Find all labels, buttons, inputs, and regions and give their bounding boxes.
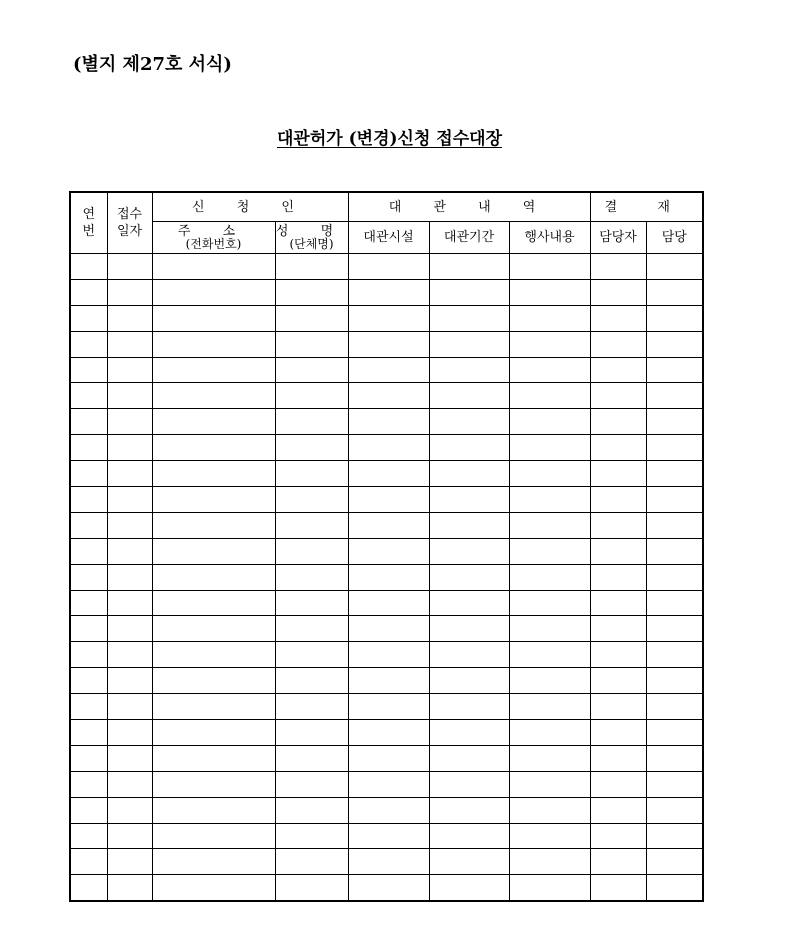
officer-sign-cell[interactable] (590, 720, 646, 746)
event-content-cell[interactable] (509, 849, 590, 875)
name-cell[interactable] (275, 305, 348, 331)
receipt-date-cell[interactable] (107, 331, 152, 357)
officer-sign-cell[interactable] (590, 331, 646, 357)
name-cell[interactable] (275, 668, 348, 694)
table-row (70, 849, 703, 875)
event-content-cell[interactable] (509, 538, 590, 564)
table-row (70, 720, 703, 746)
manager-sign-cell[interactable] (646, 331, 703, 357)
event-content-cell[interactable] (509, 357, 590, 383)
receipt-date-cell[interactable] (107, 254, 152, 280)
name-cell[interactable] (275, 875, 348, 901)
address-cell[interactable] (152, 668, 275, 694)
manager-sign-cell[interactable] (646, 538, 703, 564)
manager-sign-cell[interactable] (646, 875, 703, 901)
officer-sign-cell[interactable] (590, 461, 646, 487)
name-cell[interactable] (275, 512, 348, 538)
period-cell[interactable] (429, 461, 509, 487)
receipt-date-cell[interactable] (107, 694, 152, 720)
serial-cell[interactable] (70, 720, 107, 746)
address-cell[interactable] (152, 564, 275, 590)
event-content-cell[interactable] (509, 642, 590, 668)
period-cell[interactable] (429, 512, 509, 538)
receipt-date-cell[interactable] (107, 512, 152, 538)
period-cell[interactable] (429, 487, 509, 513)
officer-sign-cell[interactable] (590, 642, 646, 668)
period-cell[interactable] (429, 823, 509, 849)
officer-sign-cell[interactable] (590, 487, 646, 513)
address-cell[interactable] (152, 797, 275, 823)
manager-sign-cell[interactable] (646, 279, 703, 305)
table-row (70, 512, 703, 538)
receipt-date-cell[interactable] (107, 357, 152, 383)
period-cell[interactable] (429, 279, 509, 305)
table-row (70, 435, 703, 461)
facility-cell[interactable] (348, 720, 429, 746)
manager-sign-cell[interactable] (646, 435, 703, 461)
address-cell[interactable] (152, 590, 275, 616)
event-content-cell[interactable] (509, 461, 590, 487)
facility-cell[interactable] (348, 254, 429, 280)
period-cell[interactable] (429, 797, 509, 823)
address-cell[interactable] (152, 435, 275, 461)
serial-cell[interactable] (70, 823, 107, 849)
address-cell[interactable] (152, 642, 275, 668)
address-cell[interactable] (152, 616, 275, 642)
register-body (70, 254, 703, 902)
manager-sign-cell[interactable] (646, 357, 703, 383)
serial-cell[interactable] (70, 383, 107, 409)
header-rental-details: 대 관 내 역 (348, 192, 590, 222)
event-content-cell[interactable] (509, 564, 590, 590)
table-row (70, 616, 703, 642)
table-row (70, 590, 703, 616)
header-period: 대관기간 (429, 222, 509, 254)
serial-cell[interactable] (70, 409, 107, 435)
receipt-date-cell[interactable] (107, 823, 152, 849)
manager-sign-cell[interactable] (646, 254, 703, 280)
period-cell[interactable] (429, 642, 509, 668)
table-row (70, 823, 703, 849)
name-cell[interactable] (275, 383, 348, 409)
name-cell[interactable] (275, 279, 348, 305)
serial-cell[interactable] (70, 875, 107, 901)
receipt-date-cell[interactable] (107, 538, 152, 564)
address-cell[interactable] (152, 771, 275, 797)
serial-cell[interactable] (70, 590, 107, 616)
header-applicant: 신 청 인 (152, 192, 348, 222)
name-cell[interactable] (275, 616, 348, 642)
facility-cell[interactable] (348, 305, 429, 331)
table-row (70, 383, 703, 409)
address-cell[interactable] (152, 694, 275, 720)
address-cell[interactable] (152, 331, 275, 357)
officer-sign-cell[interactable] (590, 357, 646, 383)
facility-cell[interactable] (348, 331, 429, 357)
header-facility: 대관시설 (348, 222, 429, 254)
manager-sign-cell[interactable] (646, 720, 703, 746)
officer-sign-cell[interactable] (590, 590, 646, 616)
name-cell[interactable] (275, 331, 348, 357)
address-cell[interactable] (152, 823, 275, 849)
facility-cell[interactable] (348, 797, 429, 823)
officer-sign-cell[interactable] (590, 668, 646, 694)
officer-sign-cell[interactable] (590, 305, 646, 331)
period-cell[interactable] (429, 254, 509, 280)
facility-cell[interactable] (348, 357, 429, 383)
period-cell[interactable] (429, 616, 509, 642)
manager-sign-cell[interactable] (646, 694, 703, 720)
serial-cell[interactable] (70, 771, 107, 797)
name-cell[interactable] (275, 564, 348, 590)
event-content-cell[interactable] (509, 383, 590, 409)
period-cell[interactable] (429, 383, 509, 409)
receipt-date-cell[interactable] (107, 461, 152, 487)
period-cell[interactable] (429, 771, 509, 797)
event-content-cell[interactable] (509, 616, 590, 642)
facility-cell[interactable] (348, 538, 429, 564)
address-cell[interactable] (152, 409, 275, 435)
facility-cell[interactable] (348, 435, 429, 461)
officer-sign-cell[interactable] (590, 694, 646, 720)
manager-sign-cell[interactable] (646, 409, 703, 435)
officer-sign-cell[interactable] (590, 254, 646, 280)
name-cell[interactable] (275, 823, 348, 849)
event-content-cell[interactable] (509, 823, 590, 849)
officer-sign-cell[interactable] (590, 771, 646, 797)
receipt-date-cell[interactable] (107, 279, 152, 305)
period-cell[interactable] (429, 875, 509, 901)
officer-sign-cell[interactable] (590, 849, 646, 875)
address-cell[interactable] (152, 538, 275, 564)
receipt-date-cell[interactable] (107, 409, 152, 435)
name-cell[interactable] (275, 694, 348, 720)
serial-cell[interactable] (70, 279, 107, 305)
header-name: 성 명 (단체명) (275, 222, 348, 254)
receipt-date-cell[interactable] (107, 797, 152, 823)
table-row (70, 254, 703, 280)
officer-sign-cell[interactable] (590, 875, 646, 901)
officer-sign-cell[interactable] (590, 538, 646, 564)
facility-cell[interactable] (348, 279, 429, 305)
receipt-date-cell[interactable] (107, 616, 152, 642)
receipt-date-cell[interactable] (107, 642, 152, 668)
manager-sign-cell[interactable] (646, 305, 703, 331)
event-content-cell[interactable] (509, 435, 590, 461)
officer-sign-cell[interactable] (590, 279, 646, 305)
officer-sign-cell[interactable] (590, 409, 646, 435)
serial-cell[interactable] (70, 435, 107, 461)
facility-cell[interactable] (348, 461, 429, 487)
period-cell[interactable] (429, 409, 509, 435)
facility-cell[interactable] (348, 512, 429, 538)
period-cell[interactable] (429, 590, 509, 616)
receipt-date-cell[interactable] (107, 564, 152, 590)
manager-sign-cell[interactable] (646, 771, 703, 797)
event-content-cell[interactable] (509, 305, 590, 331)
table-row (70, 538, 703, 564)
address-cell[interactable] (152, 279, 275, 305)
serial-cell[interactable] (70, 331, 107, 357)
manager-sign-cell[interactable] (646, 797, 703, 823)
manager-sign-cell[interactable] (646, 512, 703, 538)
name-cell[interactable] (275, 849, 348, 875)
facility-cell[interactable] (348, 823, 429, 849)
facility-cell[interactable] (348, 849, 429, 875)
manager-sign-cell[interactable] (646, 642, 703, 668)
name-cell[interactable] (275, 357, 348, 383)
table-row (70, 279, 703, 305)
receipt-date-cell[interactable] (107, 487, 152, 513)
event-content-cell[interactable] (509, 771, 590, 797)
event-content-cell[interactable] (509, 331, 590, 357)
name-cell[interactable] (275, 538, 348, 564)
header-serial: 연 번 (70, 192, 107, 254)
event-content-cell[interactable] (509, 797, 590, 823)
receipt-date-cell[interactable] (107, 668, 152, 694)
serial-cell[interactable] (70, 512, 107, 538)
event-content-cell[interactable] (509, 720, 590, 746)
facility-cell[interactable] (348, 875, 429, 901)
officer-sign-cell[interactable] (590, 745, 646, 771)
table-row (70, 331, 703, 357)
serial-cell[interactable] (70, 642, 107, 668)
table-row (70, 771, 703, 797)
name-cell[interactable] (275, 797, 348, 823)
event-content-cell[interactable] (509, 694, 590, 720)
manager-sign-cell[interactable] (646, 590, 703, 616)
serial-cell[interactable] (70, 357, 107, 383)
facility-cell[interactable] (348, 409, 429, 435)
officer-sign-cell[interactable] (590, 564, 646, 590)
serial-cell[interactable] (70, 616, 107, 642)
address-cell[interactable] (152, 849, 275, 875)
table-row (70, 357, 703, 383)
address-cell[interactable] (152, 720, 275, 746)
period-cell[interactable] (429, 305, 509, 331)
name-cell[interactable] (275, 642, 348, 668)
header-officer: 담당자 (590, 222, 646, 254)
name-cell[interactable] (275, 720, 348, 746)
facility-cell[interactable] (348, 383, 429, 409)
serial-cell[interactable] (70, 694, 107, 720)
address-cell[interactable] (152, 875, 275, 901)
event-content-cell[interactable] (509, 254, 590, 280)
event-content-cell[interactable] (509, 409, 590, 435)
event-content-cell[interactable] (509, 590, 590, 616)
period-cell[interactable] (429, 668, 509, 694)
table-row (70, 461, 703, 487)
period-cell[interactable] (429, 745, 509, 771)
manager-sign-cell[interactable] (646, 564, 703, 590)
table-row (70, 305, 703, 331)
serial-cell[interactable] (70, 668, 107, 694)
address-cell[interactable] (152, 461, 275, 487)
address-cell[interactable] (152, 254, 275, 280)
table-row (70, 668, 703, 694)
manager-sign-cell[interactable] (646, 461, 703, 487)
serial-cell[interactable] (70, 849, 107, 875)
serial-cell[interactable] (70, 487, 107, 513)
facility-cell[interactable] (348, 694, 429, 720)
name-cell[interactable] (275, 435, 348, 461)
name-cell[interactable] (275, 487, 348, 513)
officer-sign-cell[interactable] (590, 616, 646, 642)
receipt-date-cell[interactable] (107, 745, 152, 771)
period-cell[interactable] (429, 357, 509, 383)
table-row (70, 642, 703, 668)
header-receipt-date: 접수 일자 (107, 192, 152, 254)
receipt-date-cell[interactable] (107, 849, 152, 875)
address-cell[interactable] (152, 745, 275, 771)
receipt-date-cell[interactable] (107, 435, 152, 461)
event-content-cell[interactable] (509, 279, 590, 305)
header-approval: 결 재 (590, 192, 703, 222)
event-content-cell[interactable] (509, 875, 590, 901)
event-content-cell[interactable] (509, 512, 590, 538)
table-row (70, 797, 703, 823)
manager-sign-cell[interactable] (646, 383, 703, 409)
facility-cell[interactable] (348, 487, 429, 513)
table-row (70, 745, 703, 771)
manager-sign-cell[interactable] (646, 823, 703, 849)
manager-sign-cell[interactable] (646, 616, 703, 642)
receipt-date-cell[interactable] (107, 771, 152, 797)
officer-sign-cell[interactable] (590, 797, 646, 823)
address-cell[interactable] (152, 383, 275, 409)
event-content-cell[interactable] (509, 745, 590, 771)
form-number: (별지 제27호 서식) (73, 54, 232, 75)
receipt-date-cell[interactable] (107, 875, 152, 901)
officer-sign-cell[interactable] (590, 383, 646, 409)
facility-cell[interactable] (348, 771, 429, 797)
address-cell[interactable] (152, 357, 275, 383)
name-cell[interactable] (275, 461, 348, 487)
receipt-date-cell[interactable] (107, 720, 152, 746)
serial-cell[interactable] (70, 254, 107, 280)
name-cell[interactable] (275, 409, 348, 435)
facility-cell[interactable] (348, 564, 429, 590)
table-row (70, 694, 703, 720)
receipt-date-cell[interactable] (107, 383, 152, 409)
period-cell[interactable] (429, 435, 509, 461)
period-cell[interactable] (429, 720, 509, 746)
manager-sign-cell[interactable] (646, 487, 703, 513)
serial-cell[interactable] (70, 797, 107, 823)
event-content-cell[interactable] (509, 487, 590, 513)
rental-register-table (69, 191, 704, 902)
name-cell[interactable] (275, 745, 348, 771)
period-cell[interactable] (429, 564, 509, 590)
serial-cell[interactable] (70, 538, 107, 564)
page-title: 대관허가 (변경)신청 접수대장 (277, 129, 502, 149)
receipt-date-cell[interactable] (107, 305, 152, 331)
serial-cell[interactable] (70, 564, 107, 590)
serial-cell[interactable] (70, 745, 107, 771)
table-row (70, 564, 703, 590)
officer-sign-cell[interactable] (590, 823, 646, 849)
officer-sign-cell[interactable] (590, 512, 646, 538)
event-content-cell[interactable] (509, 668, 590, 694)
facility-cell[interactable] (348, 642, 429, 668)
address-cell[interactable] (152, 487, 275, 513)
name-cell[interactable] (275, 590, 348, 616)
table-row (70, 409, 703, 435)
address-cell[interactable] (152, 305, 275, 331)
manager-sign-cell[interactable] (646, 849, 703, 875)
receipt-date-cell[interactable] (107, 590, 152, 616)
manager-sign-cell[interactable] (646, 668, 703, 694)
facility-cell[interactable] (348, 745, 429, 771)
address-cell[interactable] (152, 512, 275, 538)
period-cell[interactable] (429, 538, 509, 564)
table-row (70, 875, 703, 901)
officer-sign-cell[interactable] (590, 435, 646, 461)
name-cell[interactable] (275, 771, 348, 797)
name-cell[interactable] (275, 254, 348, 280)
period-cell[interactable] (429, 849, 509, 875)
period-cell[interactable] (429, 694, 509, 720)
facility-cell[interactable] (348, 590, 429, 616)
header-manager: 담당 (646, 222, 703, 254)
facility-cell[interactable] (348, 616, 429, 642)
table-row (70, 487, 703, 513)
serial-cell[interactable] (70, 461, 107, 487)
facility-cell[interactable] (348, 668, 429, 694)
manager-sign-cell[interactable] (646, 745, 703, 771)
period-cell[interactable] (429, 331, 509, 357)
header-event-content: 행사내용 (509, 222, 590, 254)
header-address: 주 소 (전화번호) (152, 222, 275, 254)
serial-cell[interactable] (70, 305, 107, 331)
